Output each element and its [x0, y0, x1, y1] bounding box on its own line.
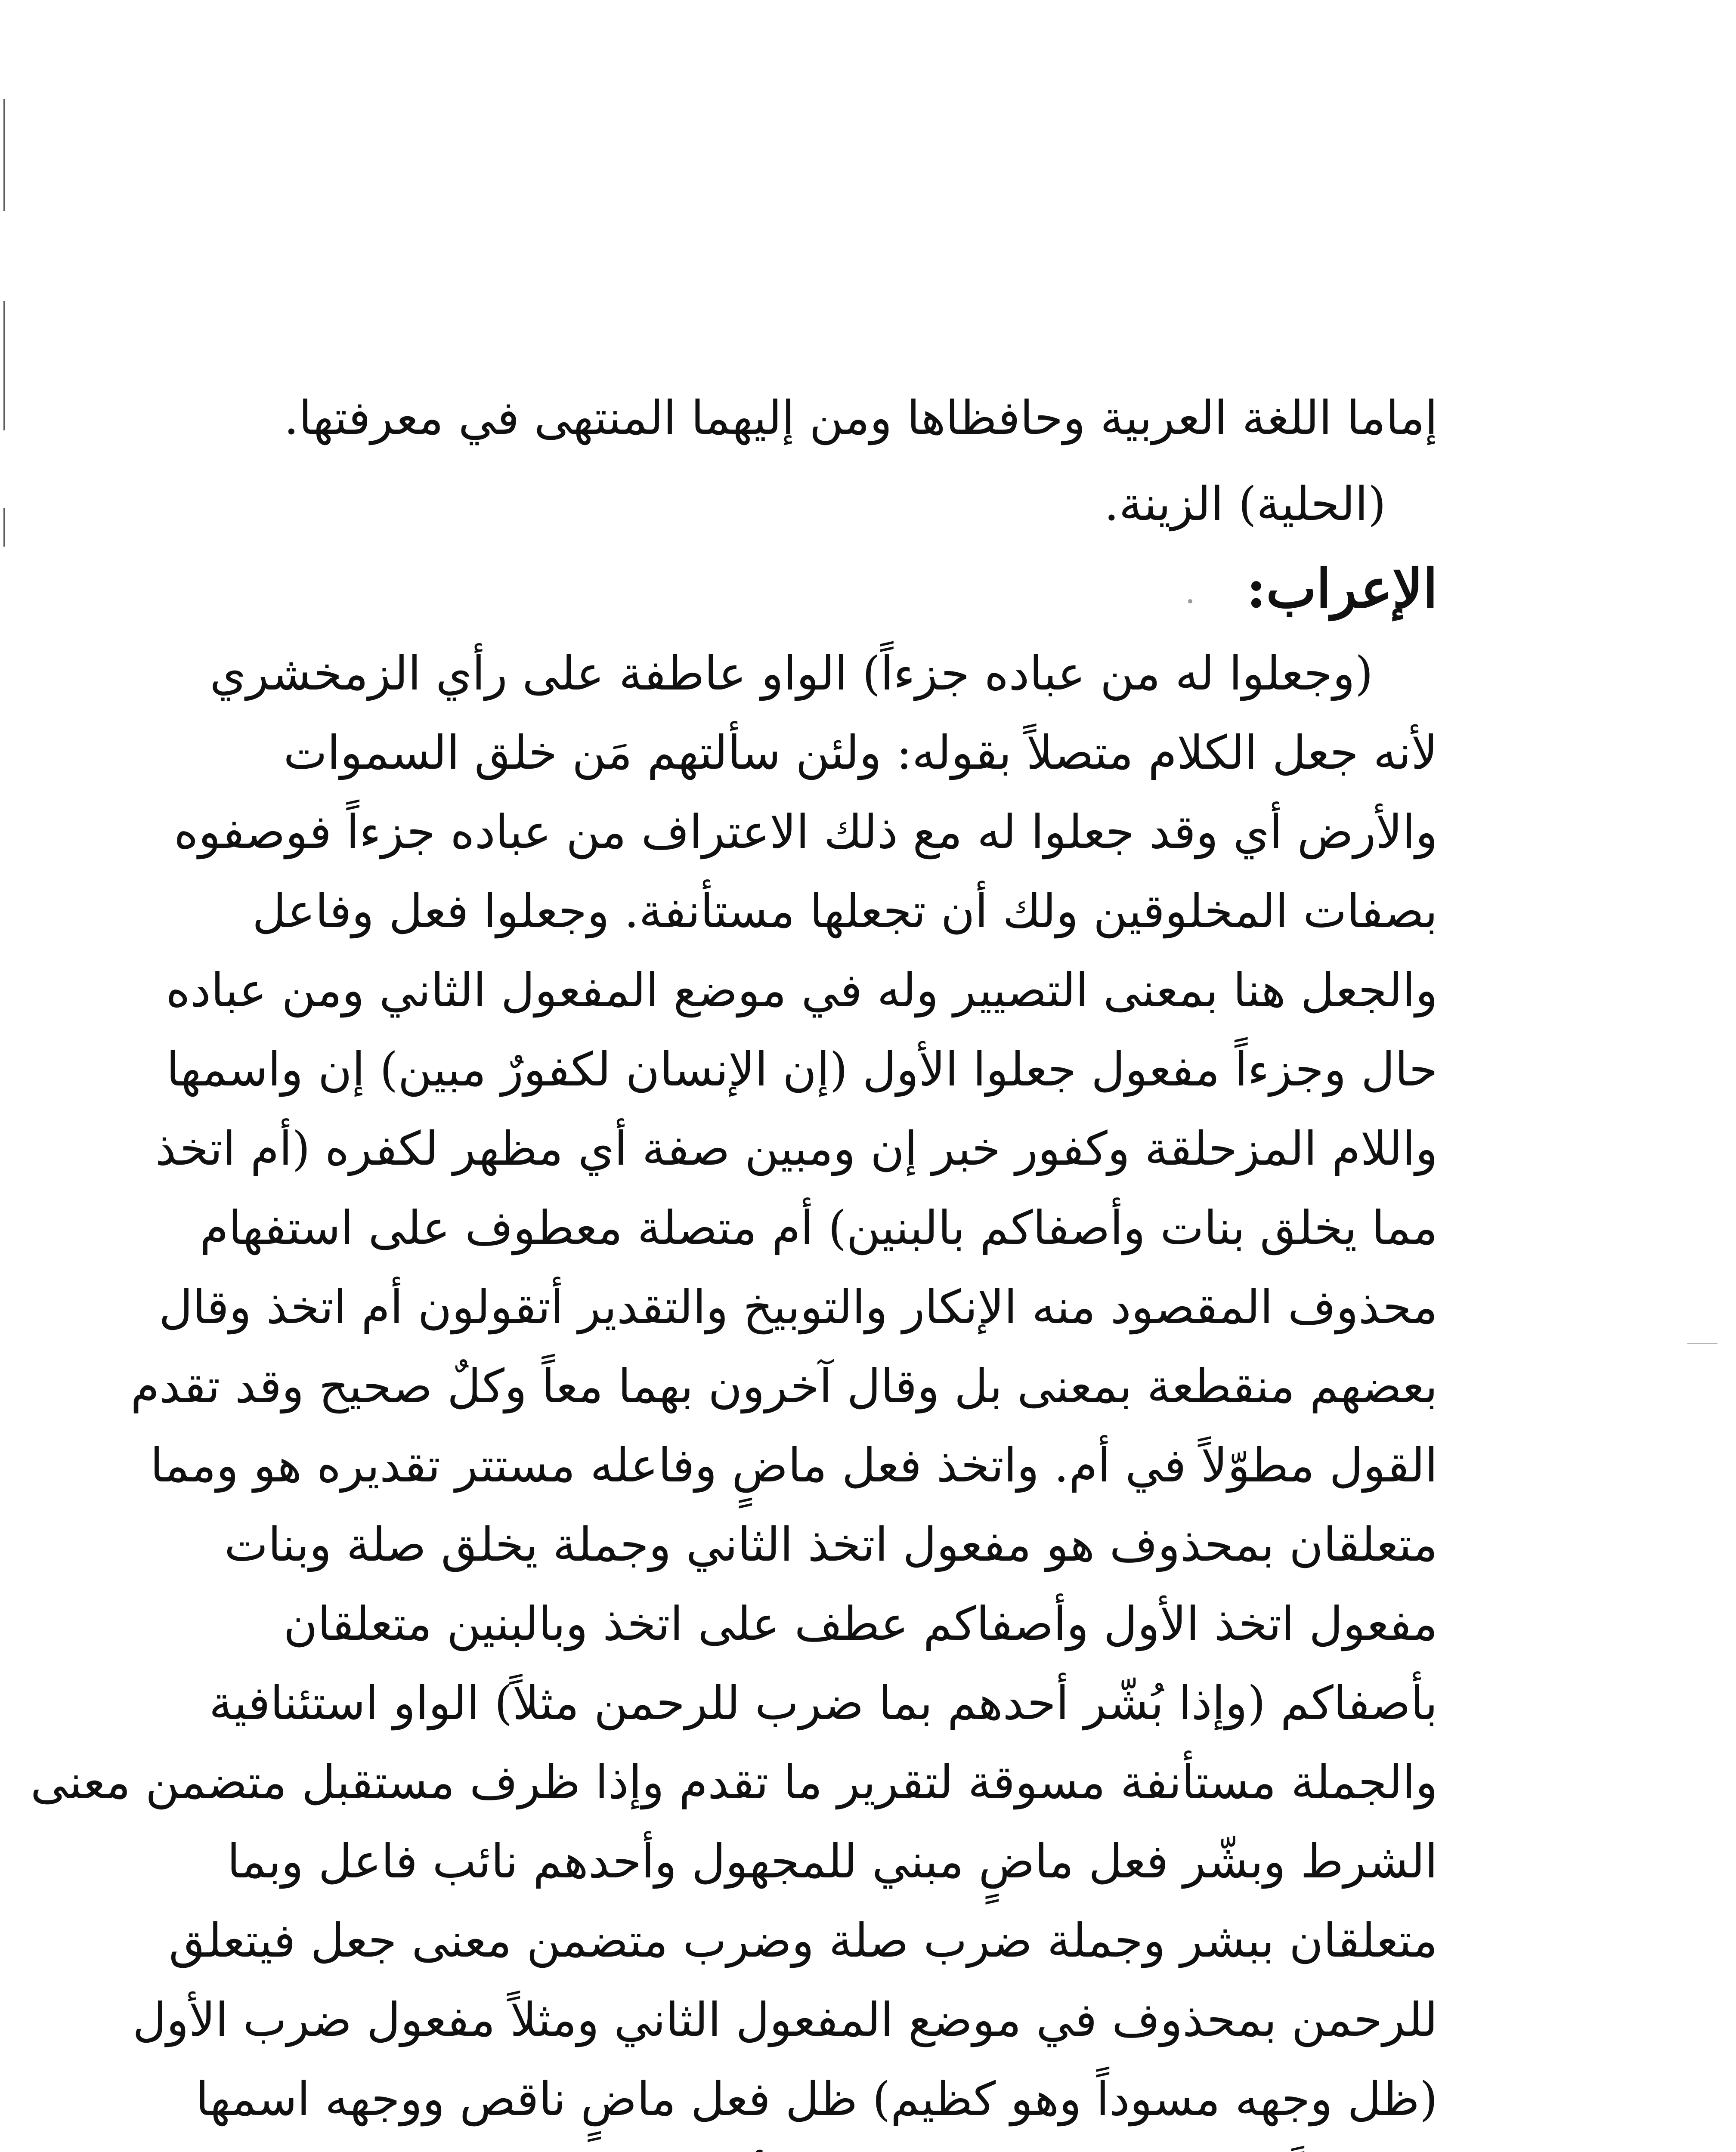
- body-line: (وجعلوا له من عباده جزءاً) الواو عاطفة على رأي الزمخشري: [210, 647, 1373, 701]
- scan-speck: [1188, 599, 1192, 603]
- scan-edge-mark: [3, 508, 5, 547]
- body-line: واللام المزحلقة وكفور خبر إن ومبين صفة أي مظهر لكفره (أم اتخذ: [155, 1122, 1438, 1176]
- body-line: لأنه جعل الكلام متصلاً بقوله: ولئن سألتهم مَن خلق السموات: [283, 726, 1438, 780]
- body-line: متعلقان ببشر وجملة ضرب صلة وضرب متضمن معنى جعل فيتعلق: [169, 1914, 1438, 1968]
- body-line: محذوف المقصود منه الإنكار والتوبيخ والتقدير أتقولون أم اتخذ وقال: [158, 1280, 1438, 1334]
- body-line: بصفات المخلوقين ولك أن تجعلها مستأنفة. وجعلوا فعل وفاعل: [252, 884, 1438, 938]
- body-paragraph: [30, 634, 1438, 2152]
- body-line: (ظل وجهه مسوداً وهو كظيم) ظل فعل ماضٍ ناقص ووجهه اسمها: [195, 2072, 1438, 2126]
- body-line: والجملة مستأنفة مسوقة لتقرير ما تقدم وإذا ظرف مستقبل متضمن معنى: [30, 1756, 1438, 1809]
- body-line: [293, 2139, 1438, 2152]
- body-line: حال وجزءاً مفعول جعلوا الأول (إن الإنسان لكفورٌ مبين) إن واسمها: [166, 1043, 1438, 1097]
- main-text: [30, 379, 1438, 2152]
- body-line: الشرط وبشّر فعل ماضٍ مبني للمجهول وأحدهم نائب فاعل وبما: [227, 1835, 1438, 1889]
- body-line: مفعول اتخذ الأول وأصفاكم عطف على اتخذ وبالبنين متعلقان: [283, 1597, 1438, 1651]
- body-line: بأصفاكم (وإذا بُشّر أحدهم بما ضرب للرحمن مثلاً) الواو استئنافية: [209, 1676, 1438, 1730]
- body-line: القول مطوّلاً في أم. واتخذ فعل ماضٍ وفاعله مستتر تقديره هو ومما: [150, 1439, 1438, 1493]
- body-line: والجعل هنا بمعنى التصيير وله في موضع المفعول الثاني ومن عباده: [166, 964, 1438, 1017]
- scan-dash: [1687, 1343, 1717, 1344]
- body-line: للرحمن بمحذوف في موضع المفعول الثاني ومثلاً مفعول ضرب الأول: [132, 1993, 1438, 2047]
- gloss-line: (الحلية) الزينة.: [1104, 477, 1386, 531]
- scan-edge-mark: [3, 301, 5, 430]
- body-line: بعضهم منقطعة بمعنى بل وقال آخرون بهما معاً وكلٌ صحيح وقد تقدم: [130, 1360, 1438, 1413]
- scan-edge-mark: [3, 99, 5, 211]
- section-heading: الإعراب:: [1246, 558, 1438, 620]
- body-line: والأرض أي وقد جعلوا له مع ذلك الاعتراف من عباده جزءاً فوصفوه: [174, 805, 1438, 859]
- intro-line: إماما اللغة العربية وحافظاها ومن إليهما المنتهى في معرفتها.: [284, 391, 1438, 445]
- body-line: متعلقان بمحذوف هو مفعول اتخذ الثاني وجملة يخلق صلة وبنات: [224, 1518, 1438, 1572]
- body-line: مما يخلق بنات وأصفاكم بالبنين) أم متصلة معطوف على استفهام: [199, 1201, 1438, 1255]
